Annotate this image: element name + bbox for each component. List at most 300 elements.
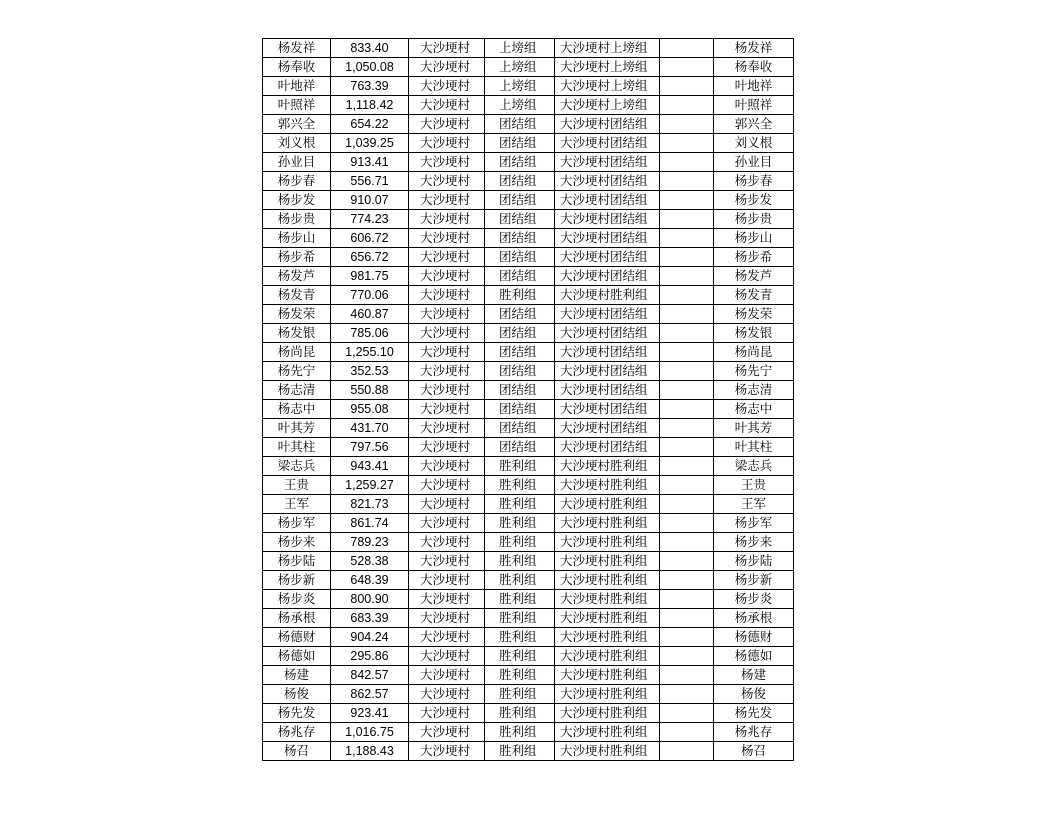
cell-name: 叶照祥 [263, 96, 331, 115]
cell-name: 杨尚昆 [263, 343, 331, 362]
cell-group: 胜利组 [485, 286, 555, 305]
cell-village: 大沙埂村 [409, 590, 485, 609]
cell-amount: 943.41 [331, 457, 409, 476]
cell-payee: 杨发银 [714, 324, 794, 343]
cell-payee: 杨承根 [714, 609, 794, 628]
cell-amount: 797.56 [331, 438, 409, 457]
cell-amount: 800.90 [331, 590, 409, 609]
cell-amount: 821.73 [331, 495, 409, 514]
cell-village: 大沙埂村 [409, 476, 485, 495]
cell-group: 上塝组 [485, 39, 555, 58]
table-row [263, 248, 794, 267]
cell-village: 大沙埂村 [409, 153, 485, 172]
cell-amount: 683.39 [331, 609, 409, 628]
cell-payee: 杨步来 [714, 533, 794, 552]
table-body [263, 39, 794, 761]
cell-payee: 杨先宁 [714, 362, 794, 381]
cell-village-group: 大沙埂村团结组 [555, 134, 660, 153]
cell-amount: 1,016.75 [331, 723, 409, 742]
table-row [263, 400, 794, 419]
cell-group: 团结组 [485, 172, 555, 191]
cell-payee: 郭兴全 [714, 115, 794, 134]
cell-payee: 杨俊 [714, 685, 794, 704]
cell-empty [660, 362, 714, 381]
cell-empty [660, 286, 714, 305]
cell-group: 团结组 [485, 191, 555, 210]
cell-village-group: 大沙埂村胜利组 [555, 286, 660, 305]
table-row [263, 571, 794, 590]
cell-name: 杨步来 [263, 533, 331, 552]
cell-village: 大沙埂村 [409, 704, 485, 723]
cell-empty [660, 153, 714, 172]
cell-village-group: 大沙埂村胜利组 [555, 647, 660, 666]
cell-payee: 杨尚昆 [714, 343, 794, 362]
cell-village-group: 大沙埂村团结组 [555, 362, 660, 381]
cell-name: 杨先宁 [263, 362, 331, 381]
cell-empty [660, 666, 714, 685]
cell-village: 大沙埂村 [409, 628, 485, 647]
cell-empty [660, 609, 714, 628]
cell-village-group: 大沙埂村胜利组 [555, 723, 660, 742]
cell-payee: 王贵 [714, 476, 794, 495]
cell-group: 胜利组 [485, 742, 555, 761]
cell-village-group: 大沙埂村团结组 [555, 267, 660, 286]
cell-name: 杨德如 [263, 647, 331, 666]
cell-payee: 杨德如 [714, 647, 794, 666]
cell-village: 大沙埂村 [409, 172, 485, 191]
cell-group: 团结组 [485, 381, 555, 400]
table-row [263, 324, 794, 343]
cell-payee: 杨发祥 [714, 39, 794, 58]
table-row [263, 438, 794, 457]
cell-name: 杨步炎 [263, 590, 331, 609]
cell-group: 上塝组 [485, 58, 555, 77]
cell-empty [660, 647, 714, 666]
cell-name: 孙业目 [263, 153, 331, 172]
cell-payee: 杨步春 [714, 172, 794, 191]
cell-village: 大沙埂村 [409, 58, 485, 77]
cell-amount: 1,255.10 [331, 343, 409, 362]
cell-amount: 460.87 [331, 305, 409, 324]
cell-village: 大沙埂村 [409, 381, 485, 400]
cell-payee: 杨德财 [714, 628, 794, 647]
cell-group: 团结组 [485, 343, 555, 362]
table-row [263, 590, 794, 609]
cell-group: 团结组 [485, 400, 555, 419]
cell-group: 胜利组 [485, 628, 555, 647]
cell-name: 杨承根 [263, 609, 331, 628]
cell-village: 大沙埂村 [409, 609, 485, 628]
cell-payee: 杨先发 [714, 704, 794, 723]
cell-village: 大沙埂村 [409, 210, 485, 229]
cell-amount: 648.39 [331, 571, 409, 590]
cell-village: 大沙埂村 [409, 267, 485, 286]
table-row [263, 628, 794, 647]
cell-amount: 913.41 [331, 153, 409, 172]
cell-village-group: 大沙埂村胜利组 [555, 533, 660, 552]
cell-amount: 1,050.08 [331, 58, 409, 77]
cell-group: 胜利组 [485, 476, 555, 495]
cell-empty [660, 96, 714, 115]
cell-village-group: 大沙埂村团结组 [555, 324, 660, 343]
cell-name: 杨发银 [263, 324, 331, 343]
table-row [263, 476, 794, 495]
table-row [263, 134, 794, 153]
cell-empty [660, 248, 714, 267]
cell-empty [660, 267, 714, 286]
cell-village-group: 大沙埂村团结组 [555, 229, 660, 248]
cell-name: 杨发祥 [263, 39, 331, 58]
cell-village: 大沙埂村 [409, 324, 485, 343]
cell-village-group: 大沙埂村团结组 [555, 343, 660, 362]
cell-village: 大沙埂村 [409, 343, 485, 362]
cell-village-group: 大沙埂村团结组 [555, 419, 660, 438]
cell-village-group: 大沙埂村胜利组 [555, 609, 660, 628]
cell-group: 胜利组 [485, 552, 555, 571]
cell-group: 团结组 [485, 438, 555, 457]
cell-empty [660, 229, 714, 248]
cell-amount: 981.75 [331, 267, 409, 286]
cell-payee: 杨步新 [714, 571, 794, 590]
cell-payee: 杨召 [714, 742, 794, 761]
cell-name: 杨发青 [263, 286, 331, 305]
cell-payee: 杨奉收 [714, 58, 794, 77]
cell-village: 大沙埂村 [409, 286, 485, 305]
cell-amount: 352.53 [331, 362, 409, 381]
cell-village-group: 大沙埂村胜利组 [555, 704, 660, 723]
cell-group: 团结组 [485, 153, 555, 172]
cell-group: 团结组 [485, 419, 555, 438]
cell-village-group: 大沙埂村团结组 [555, 172, 660, 191]
table-row [263, 457, 794, 476]
cell-name: 王军 [263, 495, 331, 514]
cell-name: 杨兆存 [263, 723, 331, 742]
table-row [263, 153, 794, 172]
cell-village-group: 大沙埂村胜利组 [555, 457, 660, 476]
cell-amount: 431.70 [331, 419, 409, 438]
cell-group: 上塝组 [485, 96, 555, 115]
cell-village: 大沙埂村 [409, 134, 485, 153]
cell-name: 杨发芦 [263, 267, 331, 286]
cell-amount: 1,118.42 [331, 96, 409, 115]
cell-amount: 904.24 [331, 628, 409, 647]
cell-village: 大沙埂村 [409, 514, 485, 533]
cell-village: 大沙埂村 [409, 495, 485, 514]
table-row [263, 343, 794, 362]
cell-payee: 杨步发 [714, 191, 794, 210]
cell-amount: 763.39 [331, 77, 409, 96]
cell-village-group: 大沙埂村胜利组 [555, 514, 660, 533]
cell-amount: 842.57 [331, 666, 409, 685]
table-row [263, 666, 794, 685]
cell-village-group: 大沙埂村团结组 [555, 248, 660, 267]
cell-village-group: 大沙埂村团结组 [555, 305, 660, 324]
cell-village: 大沙埂村 [409, 229, 485, 248]
cell-amount: 528.38 [331, 552, 409, 571]
cell-amount: 1,039.25 [331, 134, 409, 153]
cell-village-group: 大沙埂村团结组 [555, 381, 660, 400]
cell-payee: 杨志清 [714, 381, 794, 400]
cell-empty [660, 305, 714, 324]
table-row [263, 495, 794, 514]
table-row [263, 115, 794, 134]
table-row [263, 514, 794, 533]
cell-empty [660, 343, 714, 362]
cell-group: 团结组 [485, 229, 555, 248]
table-row [263, 685, 794, 704]
cell-payee: 杨步山 [714, 229, 794, 248]
cell-empty [660, 571, 714, 590]
cell-amount: 955.08 [331, 400, 409, 419]
cell-name: 梁志兵 [263, 457, 331, 476]
cell-group: 胜利组 [485, 590, 555, 609]
cell-village-group: 大沙埂村团结组 [555, 438, 660, 457]
cell-village: 大沙埂村 [409, 552, 485, 571]
cell-group: 胜利组 [485, 533, 555, 552]
table-row [263, 305, 794, 324]
cell-name: 杨步发 [263, 191, 331, 210]
cell-village-group: 大沙埂村胜利组 [555, 590, 660, 609]
cell-empty [660, 590, 714, 609]
table-row [263, 704, 794, 723]
cell-empty [660, 324, 714, 343]
cell-village: 大沙埂村 [409, 305, 485, 324]
cell-amount: 606.72 [331, 229, 409, 248]
cell-village-group: 大沙埂村胜利组 [555, 742, 660, 761]
cell-village-group: 大沙埂村胜利组 [555, 476, 660, 495]
cell-amount: 789.23 [331, 533, 409, 552]
cell-name: 杨步军 [263, 514, 331, 533]
table-row [263, 286, 794, 305]
cell-group: 胜利组 [485, 514, 555, 533]
cell-empty [660, 704, 714, 723]
cell-empty [660, 723, 714, 742]
cell-name: 杨奉收 [263, 58, 331, 77]
cell-payee: 叶其芳 [714, 419, 794, 438]
cell-group: 胜利组 [485, 685, 555, 704]
cell-village: 大沙埂村 [409, 647, 485, 666]
cell-payee: 梁志兵 [714, 457, 794, 476]
cell-empty [660, 58, 714, 77]
table-row [263, 647, 794, 666]
cell-village-group: 大沙埂村团结组 [555, 210, 660, 229]
cell-village-group: 大沙埂村胜利组 [555, 495, 660, 514]
cell-village-group: 大沙埂村团结组 [555, 153, 660, 172]
cell-name: 刘义根 [263, 134, 331, 153]
cell-group: 胜利组 [485, 704, 555, 723]
cell-empty [660, 39, 714, 58]
cell-village-group: 大沙埂村团结组 [555, 400, 660, 419]
cell-group: 团结组 [485, 267, 555, 286]
cell-group: 团结组 [485, 134, 555, 153]
cell-group: 胜利组 [485, 571, 555, 590]
cell-amount: 833.40 [331, 39, 409, 58]
cell-village-group: 大沙埂村胜利组 [555, 685, 660, 704]
cell-empty [660, 457, 714, 476]
cell-empty [660, 400, 714, 419]
cell-payee: 杨兆存 [714, 723, 794, 742]
cell-name: 杨步春 [263, 172, 331, 191]
cell-village: 大沙埂村 [409, 96, 485, 115]
cell-payee: 杨步炎 [714, 590, 794, 609]
cell-amount: 654.22 [331, 115, 409, 134]
cell-amount: 556.71 [331, 172, 409, 191]
cell-group: 上塝组 [485, 77, 555, 96]
table-row [263, 229, 794, 248]
cell-amount: 774.23 [331, 210, 409, 229]
cell-amount: 295.86 [331, 647, 409, 666]
cell-group: 胜利组 [485, 457, 555, 476]
table-row [263, 609, 794, 628]
cell-empty [660, 210, 714, 229]
cell-empty [660, 514, 714, 533]
cell-village: 大沙埂村 [409, 666, 485, 685]
cell-amount: 770.06 [331, 286, 409, 305]
cell-amount: 862.57 [331, 685, 409, 704]
cell-name: 杨步新 [263, 571, 331, 590]
cell-payee: 杨步希 [714, 248, 794, 267]
cell-empty [660, 533, 714, 552]
cell-empty [660, 742, 714, 761]
cell-amount: 910.07 [331, 191, 409, 210]
cell-village-group: 大沙埂村胜利组 [555, 628, 660, 647]
cell-empty [660, 134, 714, 153]
cell-village: 大沙埂村 [409, 571, 485, 590]
table-row [263, 77, 794, 96]
cell-payee: 杨发青 [714, 286, 794, 305]
cell-village-group: 大沙埂村胜利组 [555, 571, 660, 590]
cell-payee: 王军 [714, 495, 794, 514]
cell-name: 叶其柱 [263, 438, 331, 457]
cell-village-group: 大沙埂村胜利组 [555, 666, 660, 685]
cell-amount: 861.74 [331, 514, 409, 533]
cell-village: 大沙埂村 [409, 533, 485, 552]
table-row [263, 96, 794, 115]
cell-name: 杨志清 [263, 381, 331, 400]
table-row [263, 210, 794, 229]
cell-empty [660, 476, 714, 495]
cell-group: 胜利组 [485, 666, 555, 685]
table-row [263, 39, 794, 58]
cell-village-group: 大沙埂村上塝组 [555, 58, 660, 77]
payment-table [262, 38, 794, 761]
cell-name: 杨发荣 [263, 305, 331, 324]
cell-group: 团结组 [485, 248, 555, 267]
cell-village: 大沙埂村 [409, 723, 485, 742]
cell-name: 杨召 [263, 742, 331, 761]
table-row [263, 362, 794, 381]
cell-group: 胜利组 [485, 495, 555, 514]
cell-empty [660, 115, 714, 134]
table-row [263, 742, 794, 761]
cell-amount: 1,188.43 [331, 742, 409, 761]
cell-group: 胜利组 [485, 647, 555, 666]
cell-village: 大沙埂村 [409, 77, 485, 96]
cell-empty [660, 419, 714, 438]
cell-village: 大沙埂村 [409, 685, 485, 704]
table-row [263, 58, 794, 77]
table-row [263, 723, 794, 742]
cell-village: 大沙埂村 [409, 362, 485, 381]
cell-amount: 550.88 [331, 381, 409, 400]
cell-village: 大沙埂村 [409, 742, 485, 761]
cell-empty [660, 685, 714, 704]
cell-amount: 1,259.27 [331, 476, 409, 495]
cell-village-group: 大沙埂村胜利组 [555, 552, 660, 571]
cell-empty [660, 438, 714, 457]
table-row [263, 381, 794, 400]
cell-village-group: 大沙埂村上塝组 [555, 77, 660, 96]
cell-empty [660, 172, 714, 191]
table-row [263, 172, 794, 191]
cell-group: 团结组 [485, 324, 555, 343]
cell-empty [660, 191, 714, 210]
table-row [263, 533, 794, 552]
cell-village: 大沙埂村 [409, 419, 485, 438]
cell-group: 胜利组 [485, 723, 555, 742]
cell-name: 叶地祥 [263, 77, 331, 96]
cell-payee: 杨志中 [714, 400, 794, 419]
cell-group: 胜利组 [485, 609, 555, 628]
cell-amount: 785.06 [331, 324, 409, 343]
table-row [263, 552, 794, 571]
cell-name: 杨步山 [263, 229, 331, 248]
cell-village: 大沙埂村 [409, 115, 485, 134]
cell-empty [660, 381, 714, 400]
cell-payee: 杨建 [714, 666, 794, 685]
cell-payee: 叶照祥 [714, 96, 794, 115]
cell-village-group: 大沙埂村团结组 [555, 191, 660, 210]
cell-amount: 923.41 [331, 704, 409, 723]
cell-empty [660, 552, 714, 571]
cell-name: 杨步贵 [263, 210, 331, 229]
cell-name: 杨步希 [263, 248, 331, 267]
cell-name: 杨志中 [263, 400, 331, 419]
cell-payee: 杨步贵 [714, 210, 794, 229]
cell-group: 团结组 [485, 210, 555, 229]
cell-name: 叶其芳 [263, 419, 331, 438]
cell-village: 大沙埂村 [409, 248, 485, 267]
cell-name: 杨俊 [263, 685, 331, 704]
cell-amount: 656.72 [331, 248, 409, 267]
cell-village: 大沙埂村 [409, 191, 485, 210]
table-row [263, 191, 794, 210]
cell-empty [660, 495, 714, 514]
cell-group: 团结组 [485, 305, 555, 324]
cell-village-group: 大沙埂村团结组 [555, 115, 660, 134]
cell-village: 大沙埂村 [409, 457, 485, 476]
cell-village: 大沙埂村 [409, 39, 485, 58]
cell-name: 王贵 [263, 476, 331, 495]
cell-group: 团结组 [485, 115, 555, 134]
cell-payee: 孙业目 [714, 153, 794, 172]
cell-payee: 杨发芦 [714, 267, 794, 286]
cell-name: 杨建 [263, 666, 331, 685]
cell-name: 杨先发 [263, 704, 331, 723]
cell-empty [660, 77, 714, 96]
cell-payee: 杨步军 [714, 514, 794, 533]
cell-group: 团结组 [485, 362, 555, 381]
cell-payee: 叶地祥 [714, 77, 794, 96]
cell-payee: 刘义根 [714, 134, 794, 153]
cell-payee: 杨步陆 [714, 552, 794, 571]
cell-payee: 杨发荣 [714, 305, 794, 324]
cell-empty [660, 628, 714, 647]
cell-name: 杨步陆 [263, 552, 331, 571]
cell-payee: 叶其柱 [714, 438, 794, 457]
cell-village: 大沙埂村 [409, 438, 485, 457]
cell-name: 杨德财 [263, 628, 331, 647]
